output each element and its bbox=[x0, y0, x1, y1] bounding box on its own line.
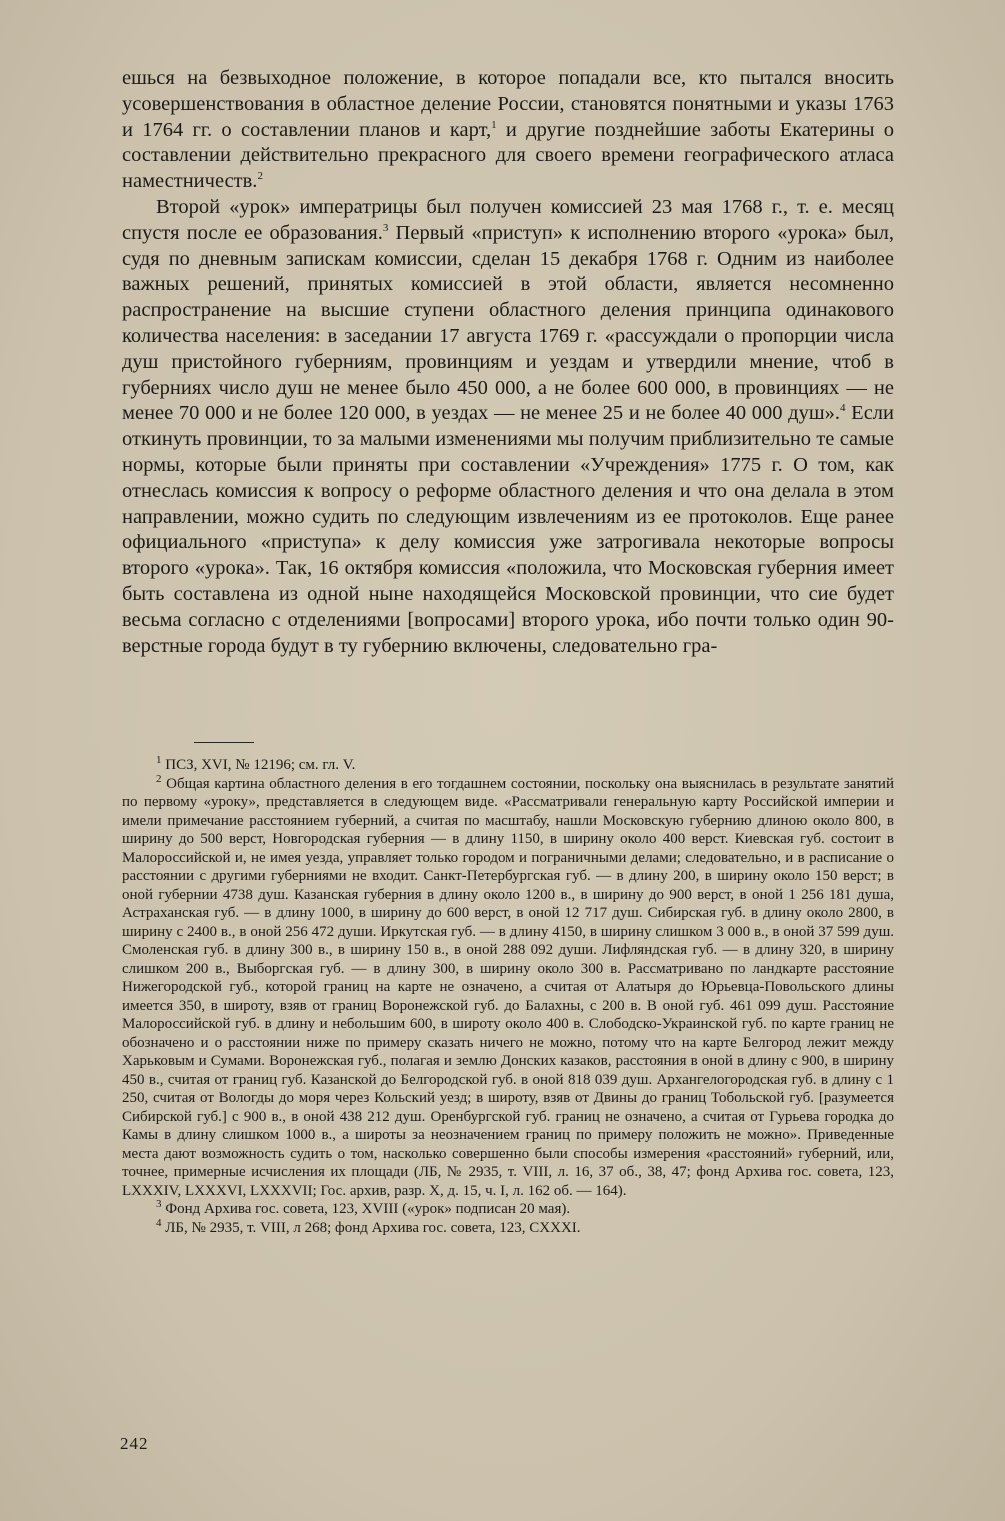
footnote-mark: 2 bbox=[156, 772, 162, 785]
paragraph bbox=[122, 66, 894, 195]
footnote bbox=[122, 772, 894, 1201]
paragraph bbox=[122, 195, 894, 659]
footnote-ref: 1 bbox=[491, 118, 497, 131]
footnote-text: ЛБ, № 2935, т. VIII, л 268; фонд Архива гос. совета, 123, CXXXI. bbox=[161, 1219, 581, 1236]
footnote-ref: 3 bbox=[382, 221, 389, 234]
footnote-mark: 4 bbox=[156, 1216, 162, 1229]
footnote-mark: 3 bbox=[156, 1198, 162, 1210]
footnote bbox=[122, 756, 894, 775]
footnote bbox=[122, 1216, 894, 1238]
footnote-text: Общая картина областного деления в его тогдашнем состоянии, поскольку она выяснилась в результате занятий по первому «уроку», представляется в следующем виде. «Рассматривали генеральную карту Российской империи и имели примечание расстоянием губерний, а считая по масштабу, нашли Московскую губернию длиною около 800, в ширину до 500 верст, Новгородская губерния — в длину 1150, в ширину около 400 верст. Киевская губ. состоит в Малороссийской и, не имея уезда, управляет только городом и пограничными делами; следовательно, и в расписание о расстоянии с другими губерниями не входит. Санкт-Петербургская губ. — в длину 200, в ширину около 150 верст; в оной губернии 4738 душ. Казанская губерния в длину около 1200 в., в ширину до 900 верст, в оной 1 256 181 душа, Астраханская губ. — в длину 1000, в ширину до 600 верст, в оной 12 717 душ. Сибирская губ. в длину около 2800, в ширину с 2400 в., в оной 256 472 души. Иркутская губ. — в длину 4150, в ширину слишком 3 000 в., в оной 37 599 душ. Смоленская губ. в длину 300 в., в ширину 150 в., в оной 288 092 души. Лифляндская губ. — в длину 320, в ширину слишком 200 в., Выборгская губ. — в длину 300, в ширину около 300 в. Рассматривано по ландкарте расстояние Нижегородской губ., которой границ на карте не означено, а считая от Алатыря до Юрьевца-Повольского длины имеется 350, в широту, взяв от границ Воронежской губ. до Балахны, с 200 в. В оной губ. 461 099 душ. Расстояние Малороссийской губ. в длину и небольшим 600, в широту около 400 в. Слободско-Украинской губ. по карте границ не обозначено и о расстоянии ниже по примеру сказать ничего не можно, потому что на карте Белгород лежит между Харьковым и Сумами. Воронежская губ., полагая и землю Донских казаков, расстояния в оной в длину с 900, в ширину 450 в., считая от границ губ. Казанской до Белгородской губ. в оной 818 039 душ. Архангелогородская губ. в длину с 1 250, считая от Вологды до моря через Кольский уезд; в широту, взяв от Двины до границ Тобольской губ. [разумеется Сибирской губ.] с 900 в., в оной 438 212 душ. Оренбургской губ. границ не означено, а считая от Гурьева городка до Камы в длину слишком 1000 в., а широты за неозначением границ по примеру положить не можно». Приведенные места дают возможность судить о том, насколько совершенно были способы измерения «расстояний» губерний, или, точнее, примерные исчисления их площади (ЛБ, № 2935, т. VIII, л. 16, 37 об., 38, 47; фонд Архива гос. совета, 123, LXXXIV, LXXXVI, LXXXVII; Гос. архив, разр. X, д. 15, ч. I, л. 162 об. — 164). bbox=[122, 775, 894, 1199]
footnote-ref: 2 bbox=[257, 170, 263, 183]
main-text bbox=[122, 66, 894, 659]
paragraph-text: Если откинуть провинции, то за малыми изменениями мы получим приблизительно те самые нормы, которые были приняты при составлении «Учреждения» 1775 г. О том, как отнеслась комиссия к вопросу о реформе областного деления и что она делала в этом направлении, можно судить по следующим извлечениям из ее протоколов. Еще ранее официального «приступа» к делу комиссия уже затрогивала некоторые вопросы второго «урока». Так, 16 октября комиссия «положила, что Московская губерния имеет быть составлена из одной ныне находящейся Московской провинции, что сие будет весьма согласно с отделениями [вопросами] второго урока, ибо почти только один 90-верстные города будут в ту губернию включены, следовательно гра- bbox=[122, 402, 894, 657]
page-number: 242 bbox=[120, 1434, 149, 1453]
footnote-ref: 4 bbox=[840, 402, 846, 415]
footnotes bbox=[122, 756, 894, 1237]
footnote-text: ПСЗ, XVI, № 12196; см. гл. V. bbox=[161, 757, 356, 773]
paragraph-text: ешься на безвыходное положение, в которое попадали все, кто пытался вносить усовершенствования в областное деление России, становятся понятными и указы 1763 и 1764 гг. о составлении планов и карт, bbox=[122, 67, 894, 141]
paragraph-text: и другие позднейшие заботы Екатерины о составлении действительно прекрасного для своего времени географического атласа наместничеств. bbox=[122, 118, 894, 193]
footnote-separator bbox=[194, 742, 254, 743]
paragraph-text: Второй «урок» императрицы был получен комиссией 23 мая 1768 г., т. е. месяц спустя после ее образования. bbox=[122, 195, 894, 244]
paragraph-text: Первый «приступ» к исполнению второго «урока» был, судя по дневным запискам комиссии, сделан 15 декабря 1768 г. Одним из наиболее важных решений, принятых комиссией в этой области, является несомненно распространение на высшие ступени областного деления принципа одинакового количества населения: в заседании 17 августа 1769 г. «рассуждали о пропорции числа душ пристойного губерниям, провинциям и уездам и утвердили мнение, чтоб в губерниях число душ не менее было 450 000, а не более 600 000, в провинциях — не менее 70 000 и не более 120 000, в уездах — не менее 25 и не более 40 000 душ». bbox=[122, 221, 895, 425]
footnote bbox=[122, 1200, 894, 1219]
footnote-text: Фонд Архива гос. совета, 123, XVIII («урок» подписан 20 мая). bbox=[161, 1201, 571, 1217]
footnote-mark: 1 bbox=[156, 754, 162, 766]
